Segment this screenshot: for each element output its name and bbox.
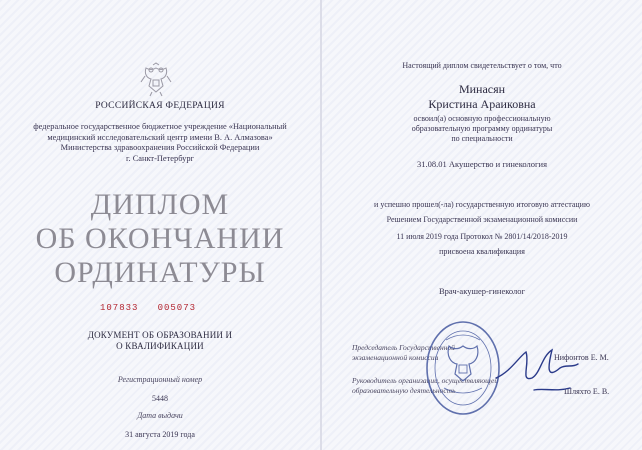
head-name: Шляхто Е. В. (564, 387, 610, 396)
registration-number: 5448 (152, 394, 168, 403)
issue-date: 31 августа 2019 года (125, 430, 195, 439)
institution-line: медицинский исследовательский центр имени В. А. Алмазова» (47, 132, 273, 142)
program-line: по специальности (451, 134, 513, 143)
attestation-text: и успешно прошел(-ла) государственную итоговую аттестацию (374, 200, 590, 209)
qualification-value: Врач-акушер-гинеколог (438, 286, 526, 296)
title-line-residency: ОРДИНАТУРЫ (54, 256, 266, 289)
country-heading: РОССИЙСКАЯ ФЕДЕРАЦИЯ (95, 101, 225, 111)
holder-surname: Минасян (458, 82, 506, 96)
intro-text: Настоящий диплом свидетельствует о том, что (402, 61, 562, 70)
head-title-line: Руководитель организации, осуществляющей (352, 376, 499, 385)
commission-text: Решением Государственной экзаменационной комиссии (386, 215, 578, 224)
program-line: образовательную программу ординатуры (411, 124, 553, 133)
program-block (322, 114, 642, 144)
program-line: освоил(а) основную профессиональную (413, 114, 551, 123)
serial-digits: 005073 (157, 303, 197, 313)
right-page (322, 0, 642, 450)
title-line-completion: ОБ ОКОНЧАНИИ (35, 222, 285, 255)
chair-title-line: Председатель Государственной (352, 343, 455, 352)
signature-icon (490, 338, 580, 408)
double-headed-eagle-icon (139, 62, 173, 98)
institution-line: г. Санкт-Петербург (126, 153, 194, 163)
institution-block (10, 122, 310, 164)
specialty: 31.08.01 Акушерство и гинекология (417, 159, 547, 169)
document-type (0, 330, 320, 352)
head-title-line: образовательную деятельность (352, 386, 456, 395)
serial-series: 107833 (100, 303, 139, 313)
institution-line: Министерства здравоохранения Российской Федерации (60, 143, 260, 152)
issue-date-label: Дата выдачи (137, 411, 183, 420)
holder-given-names: Кристина Араиковна (428, 97, 536, 111)
doc-type-line: О КВАЛИФИКАЦИИ (116, 341, 204, 351)
qualification-label: присвоена квалификация (439, 247, 525, 256)
serial-number (100, 303, 196, 313)
institution-line: федеральное государственное бюджетное учреждение «Национальный (33, 122, 287, 131)
doc-type-line: ДОКУМЕНТ ОБ ОБРАЗОВАНИИ И (87, 330, 233, 340)
left-page (0, 0, 320, 450)
chair-name: Нифонтов Е. М. (554, 353, 609, 362)
chair-title-line: экзаменационной комиссии (352, 353, 439, 362)
protocol-text: 11 июля 2019 года Протокол № 2801/14/2018-2019 (396, 232, 568, 241)
title-line-diploma: ДИПЛОМ (90, 188, 230, 221)
registration-label: Регистрационный номер (117, 375, 203, 384)
